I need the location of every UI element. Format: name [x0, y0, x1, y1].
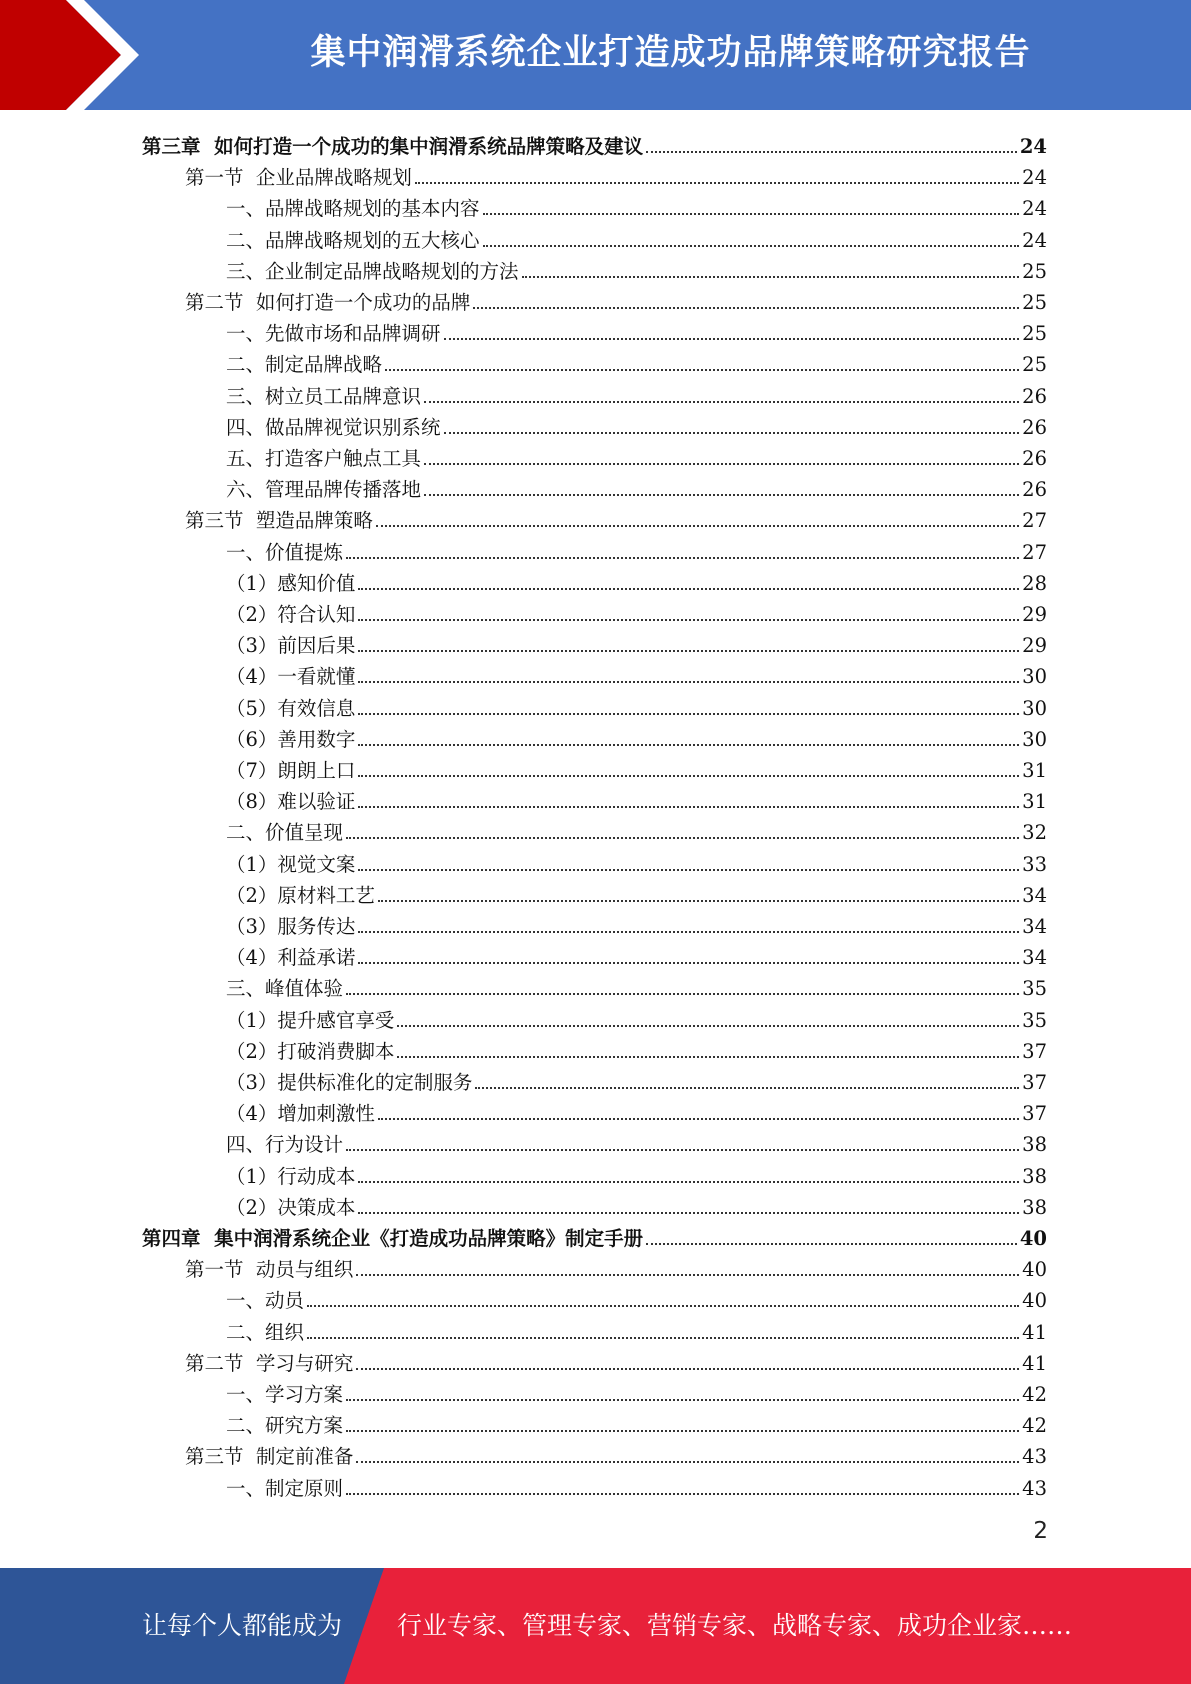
toc-entry[interactable]: [226, 440, 1047, 471]
page-number: 2: [1033, 1518, 1048, 1544]
toc-entry[interactable]: [226, 1314, 1047, 1345]
toc-entry-label: （2）决策成本: [226, 1195, 356, 1219]
toc-entry[interactable]: [142, 128, 1047, 159]
toc-entry-page: 35: [1022, 1008, 1047, 1032]
toc-entry-label: （3）服务传达: [226, 915, 356, 938]
toc-entry-label: 三、企业制定品牌战略规划的方法: [226, 259, 519, 283]
toc-entry[interactable]: [226, 315, 1047, 346]
toc-entry-page: 27: [1022, 540, 1047, 564]
toc-entry-label: 五、打造客户触点工具: [226, 447, 422, 470]
toc-dot-leader: [378, 1118, 1019, 1120]
toc-entry[interactable]: [226, 939, 1047, 970]
toc-entry[interactable]: [185, 1345, 1047, 1376]
toc-entry-page: 24: [1022, 197, 1047, 221]
toc-entry-page: 34: [1022, 915, 1047, 938]
toc-dot-leader: [358, 806, 1019, 808]
toc-entry-page: 40: [1019, 1227, 1047, 1250]
toc-entry-label: （1）感知价值: [226, 571, 356, 595]
toc-dot-leader: [346, 1399, 1019, 1401]
toc-entry-page: 37: [1022, 1102, 1047, 1126]
toc-entry-page: 30: [1022, 727, 1047, 751]
toc-entry-page: 25: [1022, 291, 1047, 314]
toc-entry-label: （7）朗朗上口: [226, 759, 356, 782]
toc-dot-leader: [346, 1493, 1019, 1495]
toc-entry-page: 30: [1022, 665, 1047, 689]
toc-entry-page: 26: [1022, 447, 1047, 470]
toc-entry[interactable]: [226, 690, 1047, 721]
toc-entry[interactable]: [185, 1251, 1047, 1282]
toc-entry-page: 25: [1022, 259, 1047, 283]
toc-entry-page: 43: [1022, 1476, 1047, 1500]
toc-dot-leader: [346, 1149, 1019, 1151]
toc-entry-label: 二、制定品牌战略: [226, 353, 383, 377]
toc-entry-label: 一、品牌战略规划的基本内容: [226, 197, 480, 221]
toc-entry-label: 四、行为设计: [226, 1133, 344, 1157]
page-header: [0, 0, 1191, 110]
report-title: 集中润滑系统企业打造成功品牌策略研究报告: [310, 33, 1031, 73]
toc-entry[interactable]: [226, 565, 1047, 596]
toc-dot-leader: [415, 182, 1019, 184]
toc-dot-leader: [358, 1212, 1019, 1214]
toc-entry-page: 37: [1022, 1039, 1047, 1063]
toc-entry-label: 六、管理品牌传播落地: [226, 478, 422, 502]
toc-entry[interactable]: [226, 1095, 1047, 1126]
toc-entry-page: 29: [1022, 603, 1047, 626]
toc-entry[interactable]: [226, 346, 1047, 377]
toc-entry-label: （2）原材料工艺: [226, 883, 375, 907]
toc-entry-page: 24: [1022, 228, 1047, 252]
toc-entry-label: 第三章 如何打造一个成功的集中润滑系统品牌策略及建议: [142, 135, 644, 158]
toc-entry-label: 第二节 如何打造一个成功的品牌: [185, 291, 471, 314]
toc-entry-page: 38: [1022, 1164, 1047, 1188]
toc-entry-page: 28: [1022, 571, 1047, 595]
toc-entry[interactable]: [185, 1438, 1047, 1469]
toc-entry-page: 37: [1022, 1071, 1047, 1094]
toc-entry-page: 34: [1022, 883, 1047, 907]
toc-entry-label: （4）一看就懂: [226, 665, 356, 689]
toc-dot-leader: [358, 931, 1019, 933]
toc-entry[interactable]: [226, 908, 1047, 939]
toc-entry[interactable]: [226, 658, 1047, 689]
toc-entry[interactable]: [226, 1376, 1047, 1407]
toc-entry[interactable]: [226, 1470, 1047, 1501]
toc-dot-leader: [378, 900, 1019, 902]
toc-entry[interactable]: [226, 627, 1047, 658]
toc-entry-page: 35: [1022, 977, 1047, 1001]
toc-entry-page: 24: [1019, 135, 1047, 158]
toc-entry-page: 38: [1022, 1195, 1047, 1219]
toc-entry[interactable]: [226, 721, 1047, 752]
toc-entry-label: 二、品牌战略规划的五大核心: [226, 228, 480, 252]
toc-entry-label: 一、制定原则: [226, 1476, 344, 1500]
toc-dot-leader: [646, 1243, 1017, 1245]
toc-dot-leader: [358, 1181, 1019, 1183]
toc-dot-leader: [356, 1368, 1019, 1370]
toc-entry-page: 25: [1022, 322, 1047, 346]
toc-entry-page: 34: [1022, 946, 1047, 970]
toc-entry[interactable]: [226, 1126, 1047, 1157]
toc-dot-leader: [358, 650, 1019, 652]
toc-dot-leader: [646, 151, 1017, 153]
toc-dot-leader: [358, 962, 1019, 964]
toc-entry-page: 30: [1022, 696, 1047, 720]
toc-entry-page: 31: [1022, 759, 1047, 782]
toc-dot-leader: [358, 744, 1019, 746]
toc-dot-leader: [424, 463, 1019, 465]
toc-dot-leader: [444, 432, 1020, 434]
toc-entry-page: 40: [1022, 1289, 1047, 1313]
toc-entry[interactable]: [226, 1282, 1047, 1313]
toc-entry-label: （2）符合认知: [226, 603, 356, 626]
toc-entry-label: （1）提升感官享受: [226, 1008, 395, 1032]
toc-entry[interactable]: [226, 783, 1047, 814]
toc-entry[interactable]: [226, 1158, 1047, 1189]
toc-entry-page: 24: [1022, 166, 1047, 190]
toc-entry-page: 29: [1022, 634, 1047, 658]
header-chevron-decoration: [0, 0, 160, 110]
toc-entry-label: 第一节 动员与组织: [185, 1258, 354, 1282]
toc-dot-leader: [358, 619, 1019, 621]
toc-dot-leader: [307, 1305, 1019, 1307]
toc-entry[interactable]: [226, 1064, 1047, 1095]
toc-entry[interactable]: [226, 1002, 1047, 1033]
toc-entry-label: （2）打破消费脚本: [226, 1039, 395, 1063]
toc-entry[interactable]: [226, 471, 1047, 502]
toc-entry-label: （1）视觉文案: [226, 852, 356, 876]
toc-entry[interactable]: [226, 1033, 1047, 1064]
toc-dot-leader: [522, 276, 1020, 278]
toc-dot-leader: [376, 525, 1019, 527]
toc-entry[interactable]: [142, 1220, 1047, 1251]
toc-entry-label: 一、先做市场和品牌调研: [226, 322, 441, 346]
toc-dot-leader: [356, 1461, 1019, 1463]
toc-entry[interactable]: [226, 378, 1047, 409]
toc-entry[interactable]: [226, 253, 1047, 284]
toc-entry-label: 三、峰值体验: [226, 977, 344, 1001]
toc-dot-leader: [307, 1337, 1019, 1339]
toc-entry[interactable]: [226, 409, 1047, 440]
toc-dot-leader: [358, 588, 1019, 590]
toc-entry-label: 二、组织: [226, 1320, 305, 1344]
toc-entry-label: （8）难以验证: [226, 790, 356, 814]
toc-entry-label: （3）提供标准化的定制服务: [226, 1071, 473, 1094]
toc-entry[interactable]: [226, 970, 1047, 1001]
toc-entry-page: 41: [1022, 1351, 1047, 1375]
toc-entry-page: 26: [1022, 384, 1047, 408]
toc-dot-leader: [356, 1274, 1019, 1276]
toc-dot-leader: [483, 245, 1020, 247]
toc-dot-leader: [483, 213, 1020, 215]
page-footer: [0, 1568, 1191, 1684]
toc-entry[interactable]: [226, 190, 1047, 221]
toc-entry-page: 42: [1022, 1383, 1047, 1406]
toc-dot-leader: [473, 307, 1019, 309]
toc-entry-page: 40: [1022, 1258, 1047, 1282]
toc-entry[interactable]: [226, 846, 1047, 877]
toc-entry-label: 第三节 塑造品牌策略: [185, 509, 373, 533]
footer-slogan-left: 让每个人都能成为: [142, 1611, 343, 1640]
toc-entry-label: 第二节 学习与研究: [185, 1351, 354, 1375]
toc-entry-page: 27: [1022, 509, 1047, 533]
toc-entry-label: 二、研究方案: [226, 1414, 344, 1438]
toc-dot-leader: [424, 401, 1019, 403]
toc-dot-leader: [346, 993, 1019, 995]
footer-slogan-right: 行业专家、管理专家、营销专家、战略专家、成功企业家……: [397, 1611, 1073, 1640]
toc-entry[interactable]: [226, 877, 1047, 908]
toc-entry[interactable]: [226, 752, 1047, 783]
toc-entry-page: 26: [1022, 415, 1047, 439]
toc-entry[interactable]: [226, 222, 1047, 253]
toc-entry-page: 25: [1022, 353, 1047, 377]
toc-entry-label: （5）有效信息: [226, 696, 356, 720]
toc-entry[interactable]: [185, 502, 1047, 533]
toc-entry[interactable]: [226, 1407, 1047, 1438]
toc-entry-page: 42: [1022, 1414, 1047, 1438]
toc-entry-label: 二、价值呈现: [226, 821, 344, 845]
toc-dot-leader: [424, 494, 1019, 496]
toc-entry[interactable]: [226, 534, 1047, 565]
toc-dot-leader: [358, 775, 1019, 777]
toc-entry-label: （6）善用数字: [226, 727, 356, 751]
toc-entry-page: 43: [1022, 1445, 1047, 1469]
toc-entry-page: 33: [1022, 852, 1047, 876]
toc-entry-label: （4）利益承诺: [226, 946, 356, 970]
toc-dot-leader: [346, 557, 1019, 559]
toc-entry-label: （4）增加刺激性: [226, 1102, 375, 1126]
toc-dot-leader: [358, 681, 1019, 683]
toc-entry[interactable]: [226, 1189, 1047, 1220]
toc-entry-label: 第三节 制定前准备: [185, 1445, 354, 1469]
toc-entry-page: 31: [1022, 790, 1047, 814]
toc-entry[interactable]: [226, 814, 1047, 845]
toc-entry-label: （1）行动成本: [226, 1164, 356, 1188]
toc-dot-leader: [444, 338, 1020, 340]
toc-entry-label: 一、学习方案: [226, 1383, 344, 1406]
toc-entry[interactable]: [185, 284, 1047, 315]
toc-dot-leader: [385, 369, 1019, 371]
toc-dot-leader: [397, 1056, 1019, 1058]
toc-entry-label: 四、做品牌视觉识别系统: [226, 415, 441, 439]
toc-entry-label: 第一节 企业品牌战略规划: [185, 166, 412, 190]
toc-dot-leader: [346, 837, 1019, 839]
toc-entry-label: （3）前因后果: [226, 634, 356, 658]
toc-dot-leader: [346, 1430, 1019, 1432]
toc-entry-label: 第四章 集中润滑系统企业《打造成功品牌策略》制定手册: [142, 1227, 644, 1250]
toc-entry-page: 26: [1022, 478, 1047, 502]
toc-dot-leader: [358, 869, 1019, 871]
toc-entry-label: 一、动员: [226, 1289, 305, 1313]
toc-entry[interactable]: [185, 159, 1047, 190]
toc-entry[interactable]: [226, 596, 1047, 627]
toc-entry-page: 41: [1022, 1320, 1047, 1344]
toc-dot-leader: [358, 713, 1019, 715]
toc-dot-leader: [397, 1025, 1019, 1027]
toc-dot-leader: [475, 1087, 1019, 1089]
toc-entry-page: 32: [1022, 821, 1047, 845]
toc-entry-label: 三、树立员工品牌意识: [226, 384, 422, 408]
toc-entry-label: 一、价值提炼: [226, 540, 344, 564]
toc-entry-page: 38: [1022, 1133, 1047, 1157]
